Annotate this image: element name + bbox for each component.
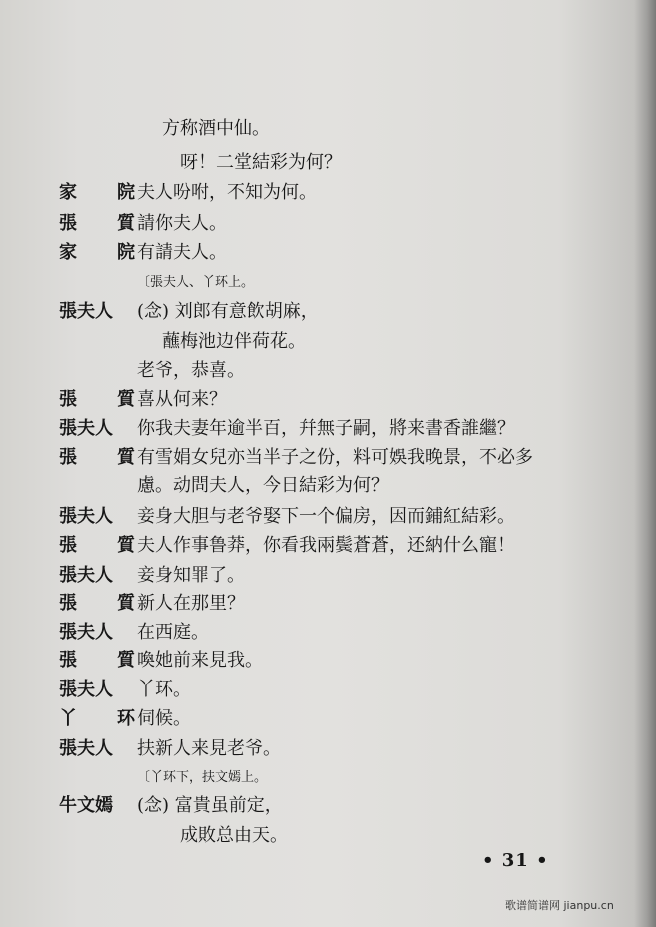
speaker-name: 張夫人 <box>59 738 113 759</box>
line-text: 喜从何来？ <box>137 389 227 410</box>
speaker-name: 家 院 <box>59 242 135 263</box>
line-text: 在西庭。 <box>137 622 209 643</box>
line-text: 妾身知罪了。 <box>137 565 245 586</box>
line-text: 慮。动問夫人，今日結彩为何？ <box>137 475 389 496</box>
script-line <box>0 531 656 561</box>
speaker-name: 張夫人 <box>59 622 113 643</box>
script-line <box>0 502 656 532</box>
speaker-name: 張夫人 <box>59 418 113 439</box>
line-text: 伺候。 <box>137 708 191 729</box>
script-line <box>0 675 656 705</box>
script-line <box>0 209 656 239</box>
line-text: 夫人作事鲁莽，你看我兩鬓蒼蒼，还納什么寵！ <box>137 535 515 556</box>
script-line <box>0 356 656 386</box>
script-line <box>0 561 656 591</box>
line-text: (念) 刘郎有意飲胡麻， <box>137 301 319 322</box>
line-text: 夫人吩咐，不知为何。 <box>137 182 317 203</box>
script-line <box>0 704 656 734</box>
line-text: 有雪娟女兒亦当半子之份，料可娛我晚景，不必多 <box>137 447 533 468</box>
script-line <box>0 414 656 444</box>
line-text: 成敗总由天。 <box>180 825 288 846</box>
script-line <box>0 148 656 178</box>
speaker-name: 張夫人 <box>59 565 113 586</box>
line-text: 有請夫人。 <box>137 242 227 263</box>
script-line <box>0 763 656 793</box>
line-text: 妾身大胆与老爷娶下一个偏房，因而鋪紅結彩。 <box>137 506 515 527</box>
script-line <box>0 443 656 473</box>
script-line <box>0 618 656 648</box>
script-line <box>0 327 656 357</box>
script-line <box>0 268 656 298</box>
script-line <box>0 821 656 851</box>
line-text: 新人在那里？ <box>137 593 245 614</box>
watermark-footer: 歌谱简谱网 jianpu.cn <box>505 899 614 912</box>
speaker-name: 張 質 <box>59 535 135 556</box>
line-text: 方称酒中仙。 <box>162 118 270 139</box>
speaker-name: 張 質 <box>59 650 135 671</box>
script-line <box>0 734 656 764</box>
line-text: 〔張夫人、丫环上。 <box>137 275 255 290</box>
speaker-name: 張夫人 <box>59 506 113 527</box>
line-text: 請你夫人。 <box>137 213 227 234</box>
page-number: • 31 • <box>482 850 549 871</box>
line-text: 扶新人来見老爷。 <box>137 738 281 759</box>
line-text: 蘸梅池边伴荷花。 <box>162 331 306 352</box>
speaker-name: 張 質 <box>59 447 135 468</box>
speaker-name: 家 院 <box>59 182 135 203</box>
script-line <box>0 114 656 144</box>
script-line <box>0 589 656 619</box>
line-text: 你我夫妻年逾半百，幷無子嗣，將来書香誰繼？ <box>137 418 515 439</box>
speaker-name: 張 質 <box>59 213 135 234</box>
line-text: (念) 富貴虽前定， <box>137 795 283 816</box>
speaker-name: 張夫人 <box>59 301 113 322</box>
speaker-name: 張 質 <box>59 389 135 410</box>
script-line <box>0 238 656 268</box>
line-text: 老爷，恭喜。 <box>137 360 245 381</box>
script-line <box>0 178 656 208</box>
script-line <box>0 385 656 415</box>
script-line <box>0 471 656 501</box>
speaker-name: 張 質 <box>59 593 135 614</box>
line-text: 〔丫环下，扶文嫣上。 <box>137 770 268 785</box>
line-text: 丫环。 <box>137 679 191 700</box>
script-line <box>0 297 656 327</box>
speaker-name: 牛文嫣 <box>59 795 113 816</box>
script-line <box>0 646 656 676</box>
script-line <box>0 791 656 821</box>
speaker-name: 丫 环 <box>59 708 135 729</box>
speaker-name: 張夫人 <box>59 679 113 700</box>
line-text: 喚她前来見我。 <box>137 650 263 671</box>
line-text: 呀！二堂結彩为何？ <box>180 152 342 173</box>
